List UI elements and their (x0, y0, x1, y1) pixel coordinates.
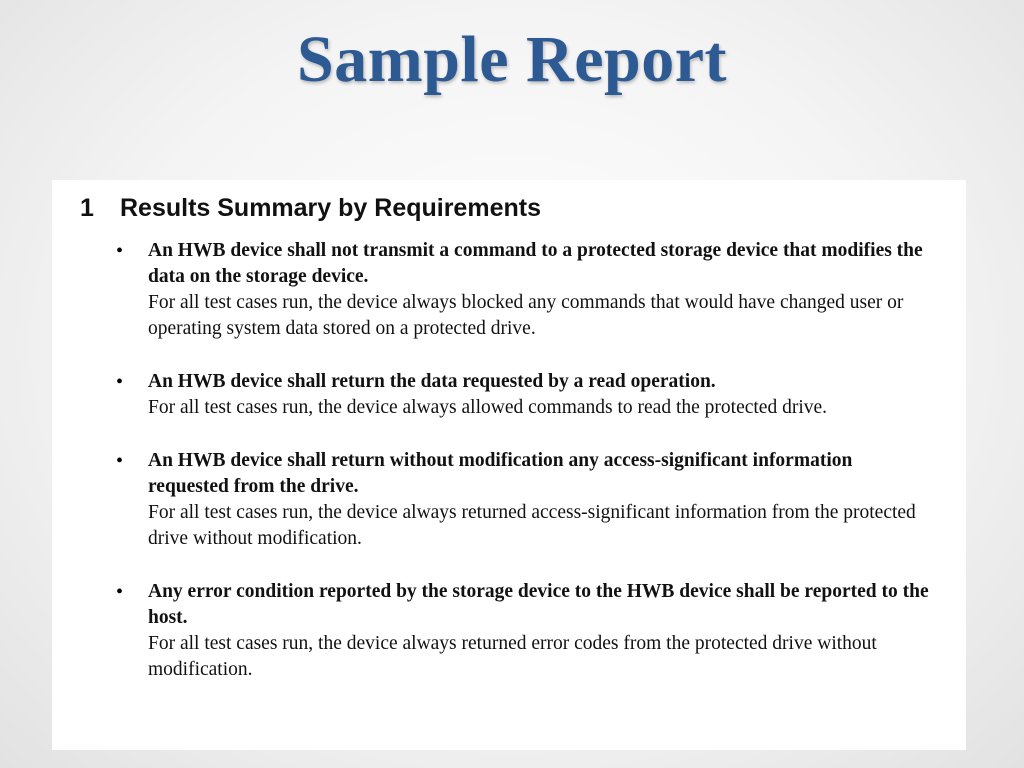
bullet-icon: • (116, 371, 124, 393)
requirement-result: For all test cases run, the device always blocked any commands that would have changed user or operating system data stored on a protected drive. (148, 292, 904, 339)
requirements-list (116, 238, 936, 683)
requirement-body (148, 369, 827, 421)
slide-title: Sample Report (297, 23, 727, 96)
requirement-title: Any error condition reported by the storage device to the HWB device shall be reported to the host. (148, 581, 929, 628)
requirement-title: An HWB device shall not transmit a command to a protected storage device that modifies the data on the storage device. (148, 240, 923, 287)
requirement-item (116, 448, 936, 552)
requirement-item (116, 369, 936, 421)
section-number: 1 (80, 194, 94, 222)
requirement-result: For all test cases run, the device always returned error codes from the protected drive without modification. (148, 633, 877, 680)
requirement-title: An HWB device shall return the data requested by a read operation. (148, 371, 716, 392)
bullet-icon: • (116, 240, 124, 262)
report-document (52, 180, 966, 750)
requirement-body (148, 579, 936, 683)
requirement-item (116, 579, 936, 683)
requirement-result: For all test cases run, the device always allowed commands to read the protected drive. (148, 397, 828, 418)
requirement-result: For all test cases run, the device always returned access-significant information from the protected drive without modification. (148, 502, 916, 549)
requirement-body (148, 238, 936, 342)
requirement-body (148, 448, 936, 552)
requirement-item (116, 238, 936, 342)
bullet-icon: • (116, 450, 124, 472)
bullet-icon: • (116, 581, 124, 603)
requirement-title: An HWB device shall return without modification any access-significant information requested from the drive. (148, 450, 853, 497)
section-title: Results Summary by Requirements (120, 194, 541, 222)
section-heading (80, 194, 936, 228)
